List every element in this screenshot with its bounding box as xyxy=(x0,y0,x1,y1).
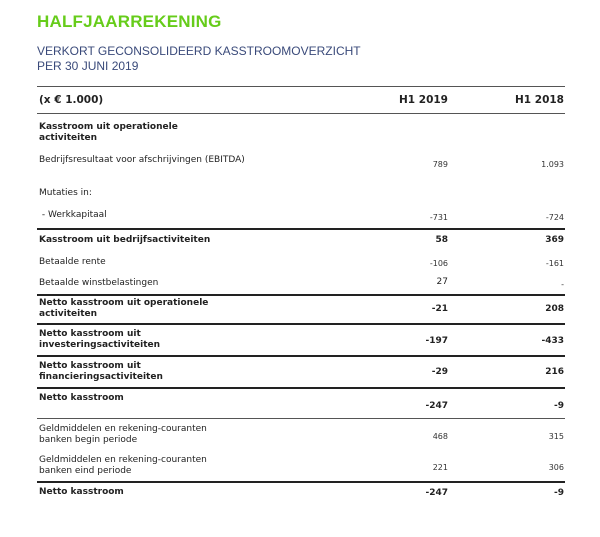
row-netto-kasstroom-final-2019: -247 xyxy=(425,488,448,498)
subtitle-statement: VERKORT GECONSOLIDEERD KASSTROOMOVERZICHT xyxy=(37,44,361,58)
row-netto-investering-label: Netto kasstroom uit investeringsactiviteiten xyxy=(39,329,161,350)
header-rule xyxy=(37,113,565,114)
rule-geldmiddelen-eind xyxy=(37,481,565,483)
table-top-rule xyxy=(37,86,565,87)
row-netto-operationeel-2018: 208 xyxy=(545,304,564,314)
row-winstbelastingen-2018: - xyxy=(561,280,564,289)
row-ebitda-2019: 789 xyxy=(432,160,448,169)
row-geldmiddelen-eind-2018: 306 xyxy=(548,463,564,472)
rule-netto-financiering xyxy=(37,387,565,389)
row-netto-kasstroom-2018: -9 xyxy=(554,401,564,411)
rule-netto-investering xyxy=(37,355,565,357)
row-winstbelastingen-label: Betaalde winstbelastingen xyxy=(39,278,159,288)
col-h1-2019-header: H1 2019 xyxy=(399,94,448,106)
row-netto-financiering-2018: 216 xyxy=(545,367,564,377)
rule-werkkapitaal xyxy=(37,228,565,230)
subtitle-date: PER 30 JUNI 2019 xyxy=(37,59,139,73)
row-netto-operationeel-label: Netto kasstroom uit operationele activiteiten xyxy=(39,298,209,319)
row-netto-kasstroom-2019: -247 xyxy=(425,401,448,411)
row-rente-2018: -161 xyxy=(545,259,564,268)
row-netto-kasstroom-label: Netto kasstroom xyxy=(39,393,124,403)
row-werkkapitaal-2018: -724 xyxy=(545,213,564,222)
row-rente-2019: -106 xyxy=(429,259,448,268)
row-mutaties-label: Mutaties in: xyxy=(39,188,92,198)
rule-netto-kasstroom xyxy=(37,418,565,419)
row-winstbelastingen-2019: 27 xyxy=(436,277,448,287)
row-werkkapitaal-label: - Werkkapitaal xyxy=(39,210,107,220)
rule-winstbelastingen xyxy=(37,294,565,296)
row-geldmiddelen-begin-2018: 315 xyxy=(548,432,564,441)
row-geldmiddelen-begin-2019: 468 xyxy=(432,432,448,441)
row-netto-operationeel-2019: -21 xyxy=(431,304,448,314)
row-bedrijfsactiviteiten-label: Kasstroom uit bedrijfsactiviteiten xyxy=(39,235,211,245)
row-ebitda-label: Bedrijfsresultaat voor afschrijvingen (EBITDA) xyxy=(39,155,245,165)
unit-header: (x € 1.000) xyxy=(39,94,104,106)
row-netto-kasstroom-final-label: Netto kasstroom xyxy=(39,487,124,497)
row-geldmiddelen-eind-label: Geldmiddelen en rekening-couranten banken eind periode xyxy=(39,455,207,476)
document-title: HALFJAARREKENING xyxy=(37,12,222,31)
row-netto-investering-2019: -197 xyxy=(425,336,448,346)
row-ebitda-2018: 1.093 xyxy=(541,160,564,169)
row-netto-investering-2018: -433 xyxy=(541,336,564,346)
row-netto-financiering-label: Netto kasstroom uit financieringsactiviteiten xyxy=(39,361,163,382)
row-bedrijfsactiviteiten-2018: 369 xyxy=(545,235,564,245)
row-geldmiddelen-begin-label: Geldmiddelen en rekening-couranten banken begin periode xyxy=(39,424,207,445)
col-h1-2018-header: H1 2018 xyxy=(515,94,564,106)
section-heading-operational: Kasstroom uit operationele activiteiten xyxy=(39,122,178,143)
row-netto-kasstroom-final-2018: -9 xyxy=(554,488,564,498)
row-werkkapitaal-2019: -731 xyxy=(429,213,448,222)
row-geldmiddelen-eind-2019: 221 xyxy=(432,463,448,472)
row-netto-financiering-2019: -29 xyxy=(431,367,448,377)
row-rente-label: Betaalde rente xyxy=(39,257,106,267)
row-bedrijfsactiviteiten-2019: 58 xyxy=(435,235,448,245)
rule-netto-operationeel xyxy=(37,323,565,325)
